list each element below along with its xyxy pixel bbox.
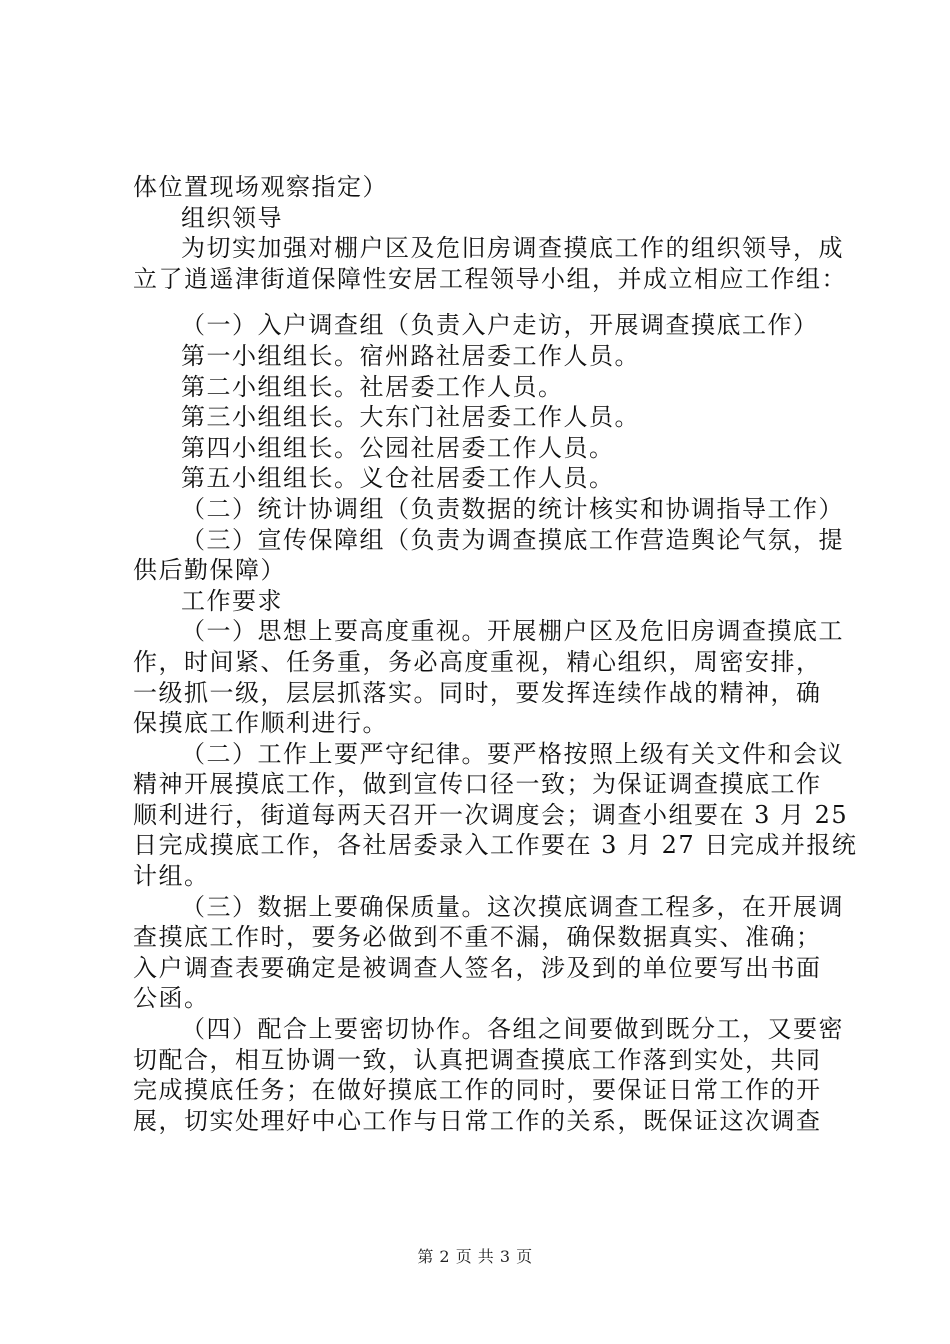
body-line: （一）入户调查组（负责入户走访，开展调查摸底工作） [181,311,819,340]
body-line: （二）统计协调组（负责数据的统计核实和协调指导工作） [181,494,844,523]
body-line: 第四小组组长。公园社居委工作人员。 [181,433,615,462]
body-line: 查摸底工作时，要务必做到不重不漏，确保数据真实、准确； [133,923,822,952]
document-body [133,172,858,1136]
body-line: （三）数据上要确保质量。这次摸底调查工程多，在开展调 [181,892,844,921]
body-line: 计组。 [133,862,210,891]
body-line: 一级抓一级，层层抓落实。同时，要发挥连续作战的精神，确 [133,678,822,707]
body-line: 作，时间紧、任务重，务必高度重视，精心组织，周密安排， [133,647,822,676]
body-line: 供后勤保障） [133,556,286,585]
body-line: 公函。 [133,984,210,1013]
body-line: 第二小组组长。社居委工作人员。 [181,372,564,401]
body-line: 完成摸底任务；在做好摸底工作的同时，要保证日常工作的开 [133,1076,822,1105]
body-line: 工作要求 [181,586,283,615]
body-line: （三）宣传保障组（负责为调查摸底工作营造舆论气氛，提 [181,525,844,554]
page-footer: 第 2 页 共 3 页 [417,1247,533,1266]
body-line: 第五小组组长。义仓社居委工作人员。 [181,464,615,493]
body-line: 第一小组组长。宿州路社居委工作人员。 [181,341,640,370]
body-line: 展，切实处理好中心工作与日常工作的关系，既保证这次调查 [133,1106,822,1135]
body-line: 入户调查表要确定是被调查人签名，涉及到的单位要写出书面 [133,953,822,982]
body-line: 保摸底工作顺利进行。 [133,709,388,738]
body-line: 顺利进行，街道每两天召开一次调度会；调查小组要在 3 月 25 [133,800,849,829]
body-line: 立了逍遥津街道保障性安居工程领导小组，并成立相应工作组： [133,264,847,293]
body-line: 切配合，相互协调一致，认真把调查摸底工作落到实处，共同 [133,1045,822,1074]
body-line: 体位置现场观察指定） [133,173,388,201]
body-line: 为切实加强对棚户区及危旧房调查摸底工作的组织领导，成 [181,234,844,263]
body-line: 第三小组组长。大东门社居委工作人员。 [181,403,640,432]
body-line: 日完成摸底工作，各社居委录入工作要在 3 月 27 日完成并报统 [133,831,858,860]
body-line: （二）工作上要严守纪律。要严格按照上级有关文件和会议 [181,739,844,768]
body-line: 组织领导 [181,203,283,232]
paragraph-spacer [133,294,833,310]
body-line: 精神开展摸底工作，做到宣传口径一致；为保证调查摸底工作 [133,770,822,799]
body-line: （四）配合上要密切协作。各组之间要做到既分工，又要密 [181,1015,844,1044]
body-line: （一）思想上要高度重视。开展棚户区及危旧房调查摸底工 [181,617,844,646]
